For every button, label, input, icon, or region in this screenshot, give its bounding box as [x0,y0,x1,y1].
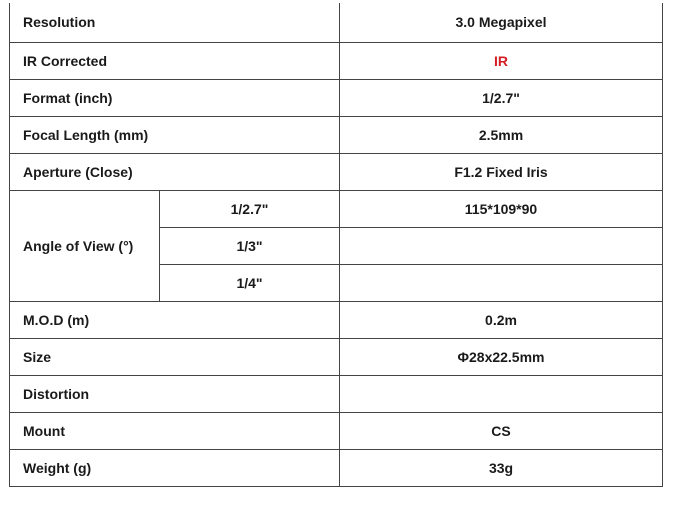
row-value-ir-corrected: IR [340,42,663,79]
angle-value-1-2-7: 115*109*90 [340,190,663,227]
row-value-weight: 33g [340,449,663,486]
row-label-ir-corrected: IR Corrected [10,42,340,79]
row-label-mod: M.O.D (m) [10,301,340,338]
row-label-distortion: Distortion [10,375,340,412]
table-row [10,412,663,449]
table-row [10,3,663,42]
table-row [10,42,663,79]
angle-value-1-3 [340,227,663,264]
row-label-angle-of-view: Angle of View (°) [10,190,160,301]
table-row [10,375,663,412]
row-label-format: Format (inch) [10,79,340,116]
spec-table [9,3,663,487]
row-value-resolution: 3.0 Megapixel [340,3,663,42]
row-value-format: 1/2.7" [340,79,663,116]
table-row [10,338,663,375]
row-label-resolution: Resolution [10,3,340,42]
row-label-aperture: Aperture (Close) [10,153,340,190]
angle-value-1-4 [340,264,663,301]
row-value-mod: 0.2m [340,301,663,338]
row-value-distortion [340,375,663,412]
row-label-size: Size [10,338,340,375]
row-value-focal-length: 2.5mm [340,116,663,153]
table-row [10,301,663,338]
row-value-aperture: F1.2 Fixed Iris [340,153,663,190]
table-row [10,79,663,116]
row-label-focal-length: Focal Length (mm) [10,116,340,153]
table-row [10,116,663,153]
table-row [10,190,663,227]
angle-format-1-3: 1/3" [160,227,340,264]
table-row [10,449,663,486]
row-value-size: Φ28x22.5mm [340,338,663,375]
row-label-mount: Mount [10,412,340,449]
angle-format-1-2-7: 1/2.7" [160,190,340,227]
table-row [10,153,663,190]
angle-format-1-4: 1/4" [160,264,340,301]
row-label-weight: Weight (g) [10,449,340,486]
row-value-mount: CS [340,412,663,449]
